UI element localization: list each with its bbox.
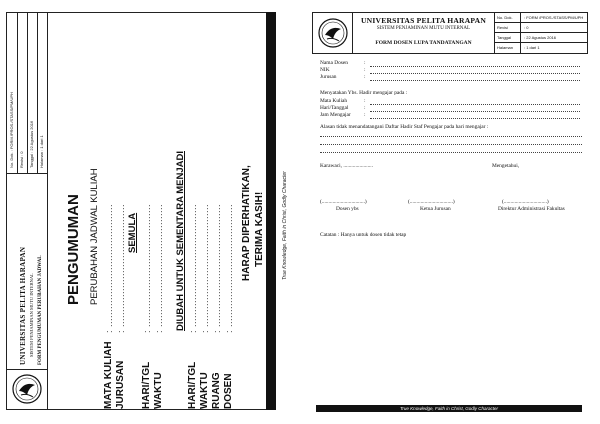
label-nama-dosen: Nama Dosen xyxy=(320,60,348,66)
right-system-name: SISTEM PENJAMINAN MUTU INTERNAL xyxy=(376,26,471,31)
field-label-hari-tgl-new: HARI/TGL xyxy=(187,361,198,409)
right-form-title: FORM DOSEN LUPA TANDATANGAN xyxy=(375,40,472,46)
field-label-waktu: WAKTU xyxy=(153,372,164,409)
meta-key: Tanggal xyxy=(497,33,521,42)
left-meta-no-dok: No. Dok. : FORM /PROS./STASS/PM/UPH xyxy=(9,92,14,168)
header-divider xyxy=(7,173,47,174)
meta-value: : 22 Agustus 2016 xyxy=(524,35,557,40)
meta-row-no-dok xyxy=(495,13,587,23)
header-divider xyxy=(7,369,47,370)
field-dots: : ......................................... xyxy=(104,203,114,333)
right-university-name: UNIVERSITAS PELITA HARAPAN xyxy=(360,16,487,25)
alasan-text: Alasan tidak menandatangani Daftar Hadir Staf Pengajar pada hari mengajar : xyxy=(320,124,489,130)
field-label-mata-kuliah: MATA KULIAH xyxy=(103,341,114,409)
field-dots: : ......................................... xyxy=(188,203,198,333)
field-label-waktu-new: WAKTU xyxy=(199,372,210,409)
signature-label-dosen: Dosen ybs xyxy=(336,206,359,212)
alasan-line-1[interactable] xyxy=(320,136,582,137)
meta-key: Revisi xyxy=(497,23,521,32)
meta-divider xyxy=(37,13,38,173)
colon: : xyxy=(364,74,366,80)
label-jam-mengajar: Jam Mengajar xyxy=(320,112,351,118)
field-dots: : ......................................... xyxy=(154,203,164,333)
meta-row-tanggal xyxy=(495,33,587,43)
field-label-hari-tgl: HARI/TGL xyxy=(141,361,152,409)
uph-logo-icon xyxy=(317,17,349,49)
menyatakan-text: Menyatakan Ybs. Hadir mengajar pada : xyxy=(320,90,408,96)
announcement-heading: PENGUMUMAN xyxy=(65,194,82,305)
mata-kuliah-line[interactable] xyxy=(370,104,580,105)
left-footer-band xyxy=(266,12,276,410)
logo-cell xyxy=(313,13,353,53)
footer-tagline: True Knowledge, Faith in Christ, Godly Character xyxy=(400,406,498,411)
signature-blank-2: (................................) xyxy=(408,199,455,205)
meta-value: : FORM /PROS./STASS/PM/UPH xyxy=(524,15,584,20)
mengetahui-text: Mengetahui, xyxy=(492,163,520,169)
meta-row-revisi xyxy=(495,23,587,33)
field-dots: : ......................................... xyxy=(142,203,152,333)
left-system-name: SISTEM PENJAMINAN MUTU INTERNAL xyxy=(29,273,34,357)
side-tagline: True Knowledge, Faith in Christ, Godly Character xyxy=(282,171,288,280)
catatan-note: Catatan : Hanya untuk dosen tidak tetap xyxy=(320,232,407,238)
uph-logo-icon xyxy=(11,373,43,405)
left-university-name: UNIVERSITAS PELITA HARAPAN xyxy=(19,246,27,365)
changed-heading: DIUBAH UNTUK SEMENTARA MENJADI xyxy=(175,151,186,331)
karawaci-date: Karawaci, ...................... xyxy=(320,163,373,169)
meta-row-halaman xyxy=(495,43,587,53)
alasan-line-3[interactable] xyxy=(320,152,582,153)
closing-line-1: HARAP DIPERHATIKAN, xyxy=(241,165,252,281)
jam-mengajar-line[interactable] xyxy=(370,118,580,119)
label-jurusan: Jurusan xyxy=(320,74,337,80)
colon: : xyxy=(364,98,366,104)
side-tagline-wrap xyxy=(282,150,296,280)
meta-key: No. Dok. xyxy=(497,13,521,22)
nik-line[interactable] xyxy=(370,73,580,74)
closing-line-2: TERIMA KASIH! xyxy=(254,191,265,267)
hari-tanggal-line[interactable] xyxy=(370,111,580,112)
left-meta-tanggal: Tanggal : 22 Agustus 2016 xyxy=(29,120,34,168)
alasan-line-2[interactable] xyxy=(320,144,582,145)
field-label-dosen: DOSEN xyxy=(223,373,234,409)
title-cell xyxy=(353,13,495,53)
label-hari-tanggal: Hari/Tanggal xyxy=(320,105,349,111)
field-dots: : ......................................... xyxy=(200,203,210,333)
meta-value: : 1 dari 1 xyxy=(524,45,540,50)
meta-key: Halaman xyxy=(497,43,521,53)
label-mata-kuliah: Mata Kuliah xyxy=(320,98,348,104)
right-form-page xyxy=(312,12,588,412)
left-meta-revisi: Revisi : 0 xyxy=(19,151,24,168)
meta-divider xyxy=(27,13,28,173)
signature-label-ketua: Ketua Jurusan xyxy=(420,206,451,212)
field-dots: : ......................................... xyxy=(116,203,126,333)
colon: : xyxy=(364,112,366,118)
field-dots: : ......................................... xyxy=(224,203,234,333)
meta-value: : 0 xyxy=(524,25,529,30)
form-header xyxy=(312,12,588,54)
colon: : xyxy=(364,67,366,73)
signature-blank-1: (................................) xyxy=(320,199,367,205)
field-label-ruang: RUANG xyxy=(211,372,222,409)
signature-blank-3: (................................) xyxy=(502,199,549,205)
jurusan-line[interactable] xyxy=(370,80,580,81)
nama-dosen-line[interactable] xyxy=(370,66,580,67)
left-form-title: FORM PENGUMUMAN PERUBAHAN JADWAL xyxy=(38,255,43,365)
colon: : xyxy=(364,105,366,111)
header-divider xyxy=(47,13,48,409)
semula-heading: SEMULA xyxy=(127,212,138,253)
meta-cell xyxy=(495,13,587,53)
meta-divider xyxy=(17,13,18,173)
field-dots: : ......................................... xyxy=(212,203,222,333)
label-nik: NIK xyxy=(320,67,330,73)
left-form-page xyxy=(6,12,272,410)
announcement-subtitle: PERUBAHAN JADWAL KULIAH xyxy=(89,168,100,305)
colon: : xyxy=(364,60,366,66)
right-footer-band xyxy=(316,405,582,412)
left-meta-halaman: Halaman : 1 dari 1 xyxy=(39,135,44,168)
signature-label-direktur: Direktur Administrasi Fakultas xyxy=(498,206,565,212)
field-label-jurusan: JURUSAN xyxy=(115,360,126,409)
